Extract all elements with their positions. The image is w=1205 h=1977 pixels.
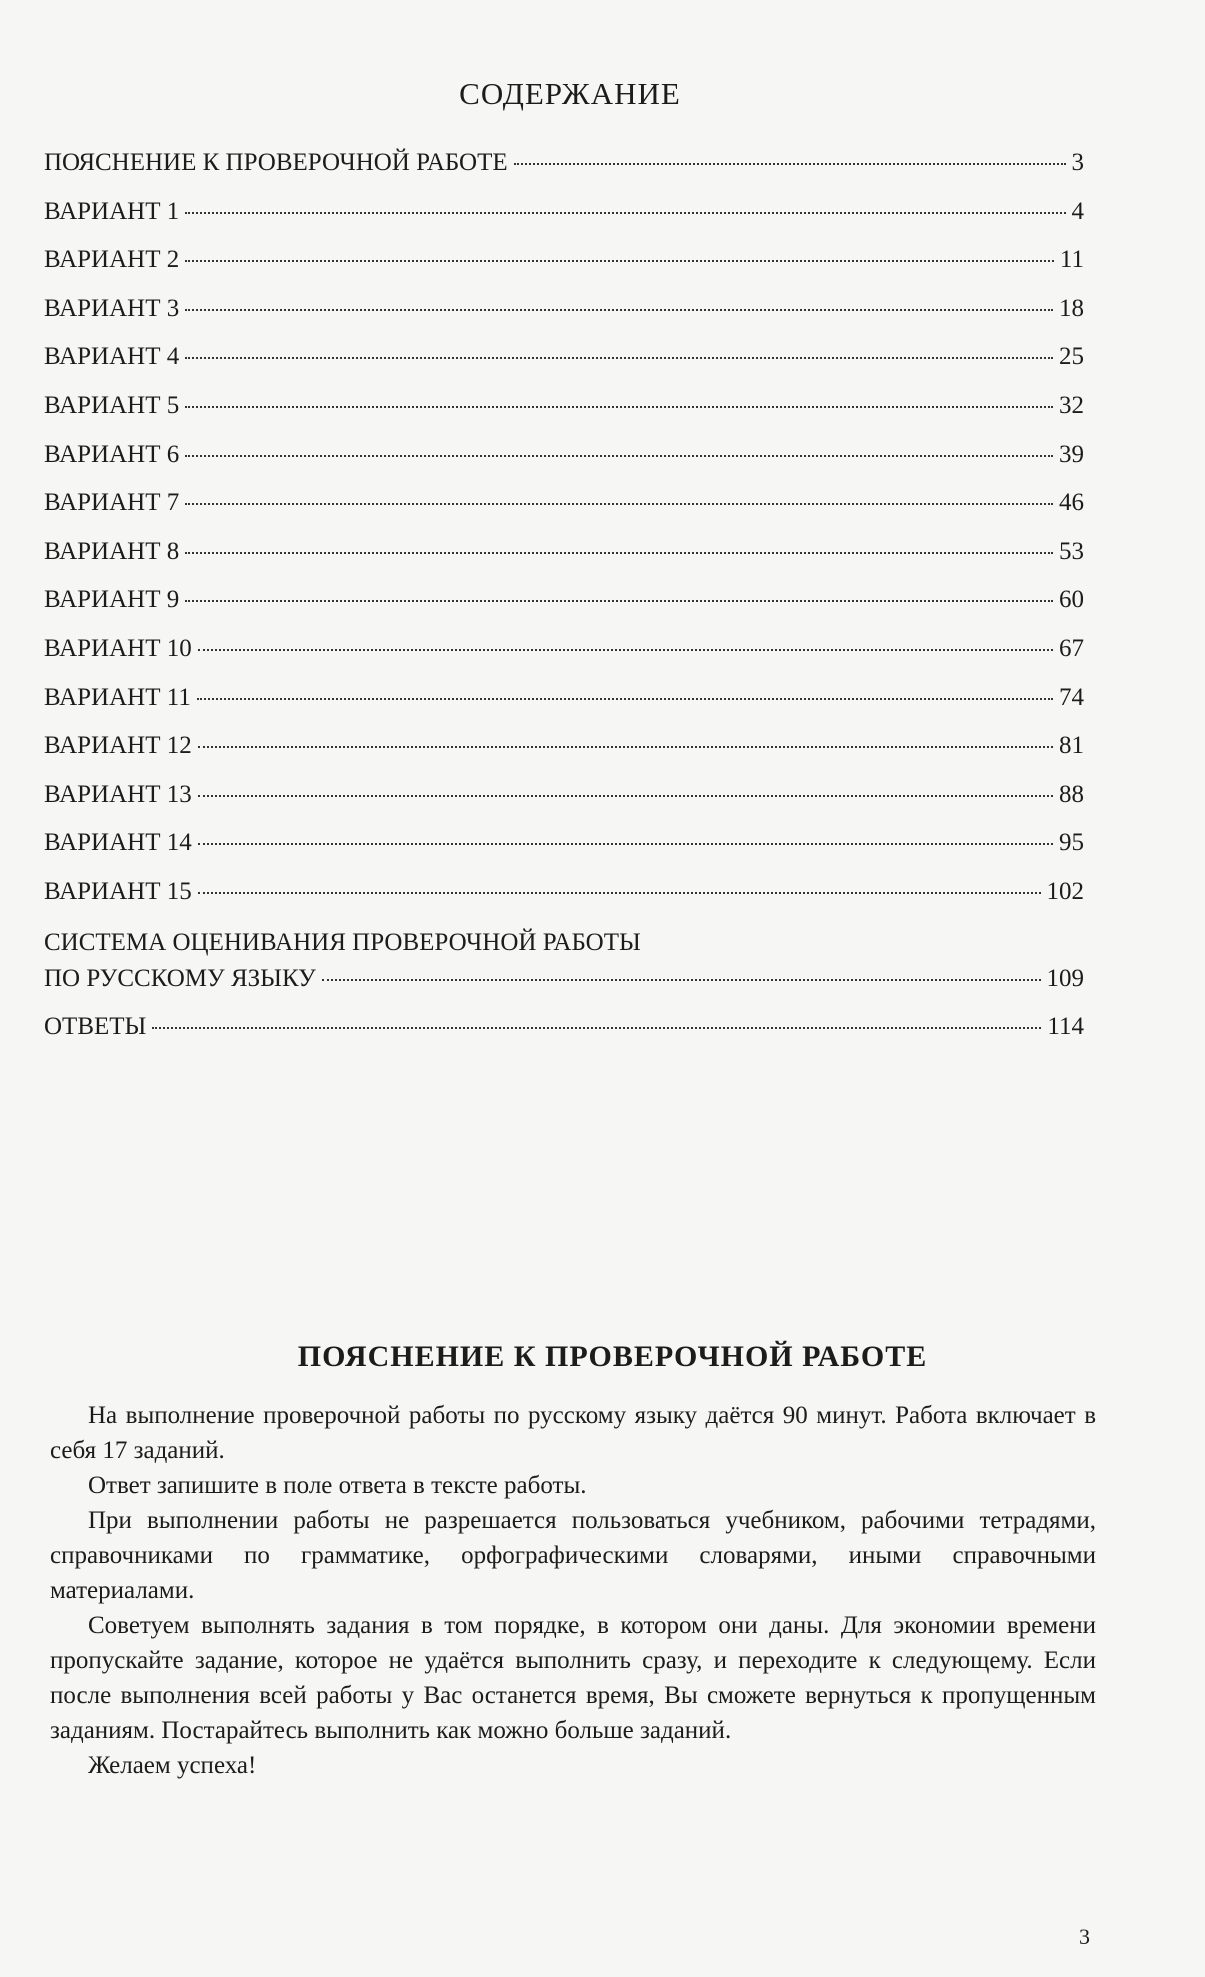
toc-entry-label: ВАРИАНТ 7 [44,489,180,517]
toc-entry-label: ВАРИАНТ 9 [44,586,180,614]
toc-entry-page: 32 [1059,391,1084,419]
toc-entry-page: 39 [1059,440,1084,468]
toc-leader-dots [185,600,1053,602]
toc-entry-label: ВАРИАНТ 15 [44,877,192,905]
toc-entry-label: ВАРИАНТ 11 [44,683,191,711]
toc-entry [44,198,1084,247]
page-number: 3 [1079,1924,1090,1949]
toc-entry-label: ВАРИАНТ 2 [44,246,180,274]
section-body [50,1398,1096,1783]
toc-entry-page: 95 [1059,829,1084,857]
toc-entry [44,392,1084,441]
toc-leader-dots [198,649,1053,651]
toc-entry-label: ВАРИАНТ 13 [44,780,192,808]
toc-entry [44,149,1084,198]
body-paragraph: Желаем успеха! [88,1752,257,1779]
toc-entry-page: 3 [1071,149,1084,176]
toc-entry-page: 25 [1059,343,1084,371]
toc-leader-dots [152,1027,1041,1029]
toc-entry [44,732,1084,781]
toc-entry-page: 81 [1059,732,1084,760]
toc-leader-dots [185,406,1053,408]
toc-entry [44,441,1084,490]
toc-entry-label-line1: СИСТЕМА ОЦЕНИВАНИЯ ПРОВЕРОЧНОЙ РАБОТЫ [44,928,641,956]
body-paragraph: Ответ запишите в поле ответа в тексте работы. [88,1472,587,1499]
toc-leader-dots [198,746,1053,748]
toc-entry-page: 60 [1059,586,1084,614]
toc-entry-page: 18 [1059,294,1084,322]
toc-entry [44,829,1084,878]
toc-entry-page: 114 [1047,1012,1084,1040]
toc-entry-label: ОТВЕТЫ [44,1012,147,1040]
toc-entry-page: 4 [1071,197,1084,225]
toc-entry [44,343,1084,392]
toc-entry-label: ПОЯСНЕНИЕ К ПРОВЕРОЧНОЙ РАБОТЕ [44,149,508,176]
toc-leader-dots [185,503,1053,505]
toc-leader-dots [198,795,1053,797]
toc-entry-page: 11 [1059,246,1084,274]
toc-entry-page: 67 [1059,634,1084,662]
toc-entry-page: 53 [1059,537,1084,565]
toc-leader-dots [185,552,1053,554]
toc-entry-label-line2: ПО РУССКОМУ ЯЗЫКУ [44,964,316,992]
toc-leader-dots [198,892,1041,894]
toc-entry-label: ВАРИАНТ 6 [44,440,180,468]
toc-entry-page: 109 [1046,964,1084,992]
toc-leader-dots [514,163,1066,165]
toc-entry [44,246,1084,295]
toc-entry-label: ВАРИАНТ 5 [44,391,180,419]
toc-entry [44,538,1084,587]
section-heading: ПОЯСНЕНИЕ К ПРОВЕРОЧНОЙ РАБОТЕ [297,1340,928,1373]
body-paragraph: При выполнении работы не разрешается пользоваться учебником, рабочими тетрадями, справочниками по грамматике, орфографическими словарями, иными справочными материалами. [50,1507,1096,1604]
body-paragraph: На выполнение проверочной работы по русскому языку даётся 90 минут. Работа включает в себя 17 заданий. [50,1402,1096,1464]
toc-entry-answers [44,1013,1084,1062]
toc-entry-assessment-system [44,929,1084,1013]
toc-entry [44,295,1084,344]
table-of-contents [44,149,1084,1061]
body-paragraph: Советуем выполнять задания в том порядке, в котором они даны. Для экономии времени пропускайте задание, которое не удаётся выполнить сразу, и переходите к следующему. Если после выполнения всей работы у Вас останется время, Вы сможете вернуться к пропущенным заданиям. Постарайтесь выполнить как можно больше заданий. [50,1612,1096,1744]
toc-entry [44,489,1084,538]
toc-entry-label: ВАРИАНТ 4 [44,343,180,371]
toc-entry-label: ВАРИАНТ 12 [44,732,192,760]
toc-entry-page: 102 [1046,877,1084,905]
toc-entry-page: 74 [1059,683,1084,711]
toc-leader-dots [185,357,1053,359]
toc-entry-label: ВАРИАНТ 1 [44,197,180,225]
toc-entry-label: ВАРИАНТ 8 [44,537,180,565]
toc-entry-label: ВАРИАНТ 10 [44,634,192,662]
toc-entry [44,878,1084,927]
toc-leader-dots [185,309,1053,311]
toc-leader-dots [185,260,1054,262]
toc-entry-page: 46 [1059,489,1084,517]
toc-leader-dots [198,843,1053,845]
toc-entry-page: 88 [1059,780,1084,808]
toc-leader-dots [197,698,1053,700]
toc-leader-dots [185,212,1065,214]
toc-title: СОДЕРЖАНИЕ [459,76,681,111]
toc-entry-label: ВАРИАНТ 3 [44,294,180,322]
toc-entry [44,635,1084,684]
toc-leader-dots [322,979,1041,981]
toc-entry-label: ВАРИАНТ 14 [44,829,192,857]
toc-entry [44,586,1084,635]
toc-leader-dots [185,455,1053,457]
toc-entry [44,781,1084,830]
toc-entry [44,684,1084,733]
